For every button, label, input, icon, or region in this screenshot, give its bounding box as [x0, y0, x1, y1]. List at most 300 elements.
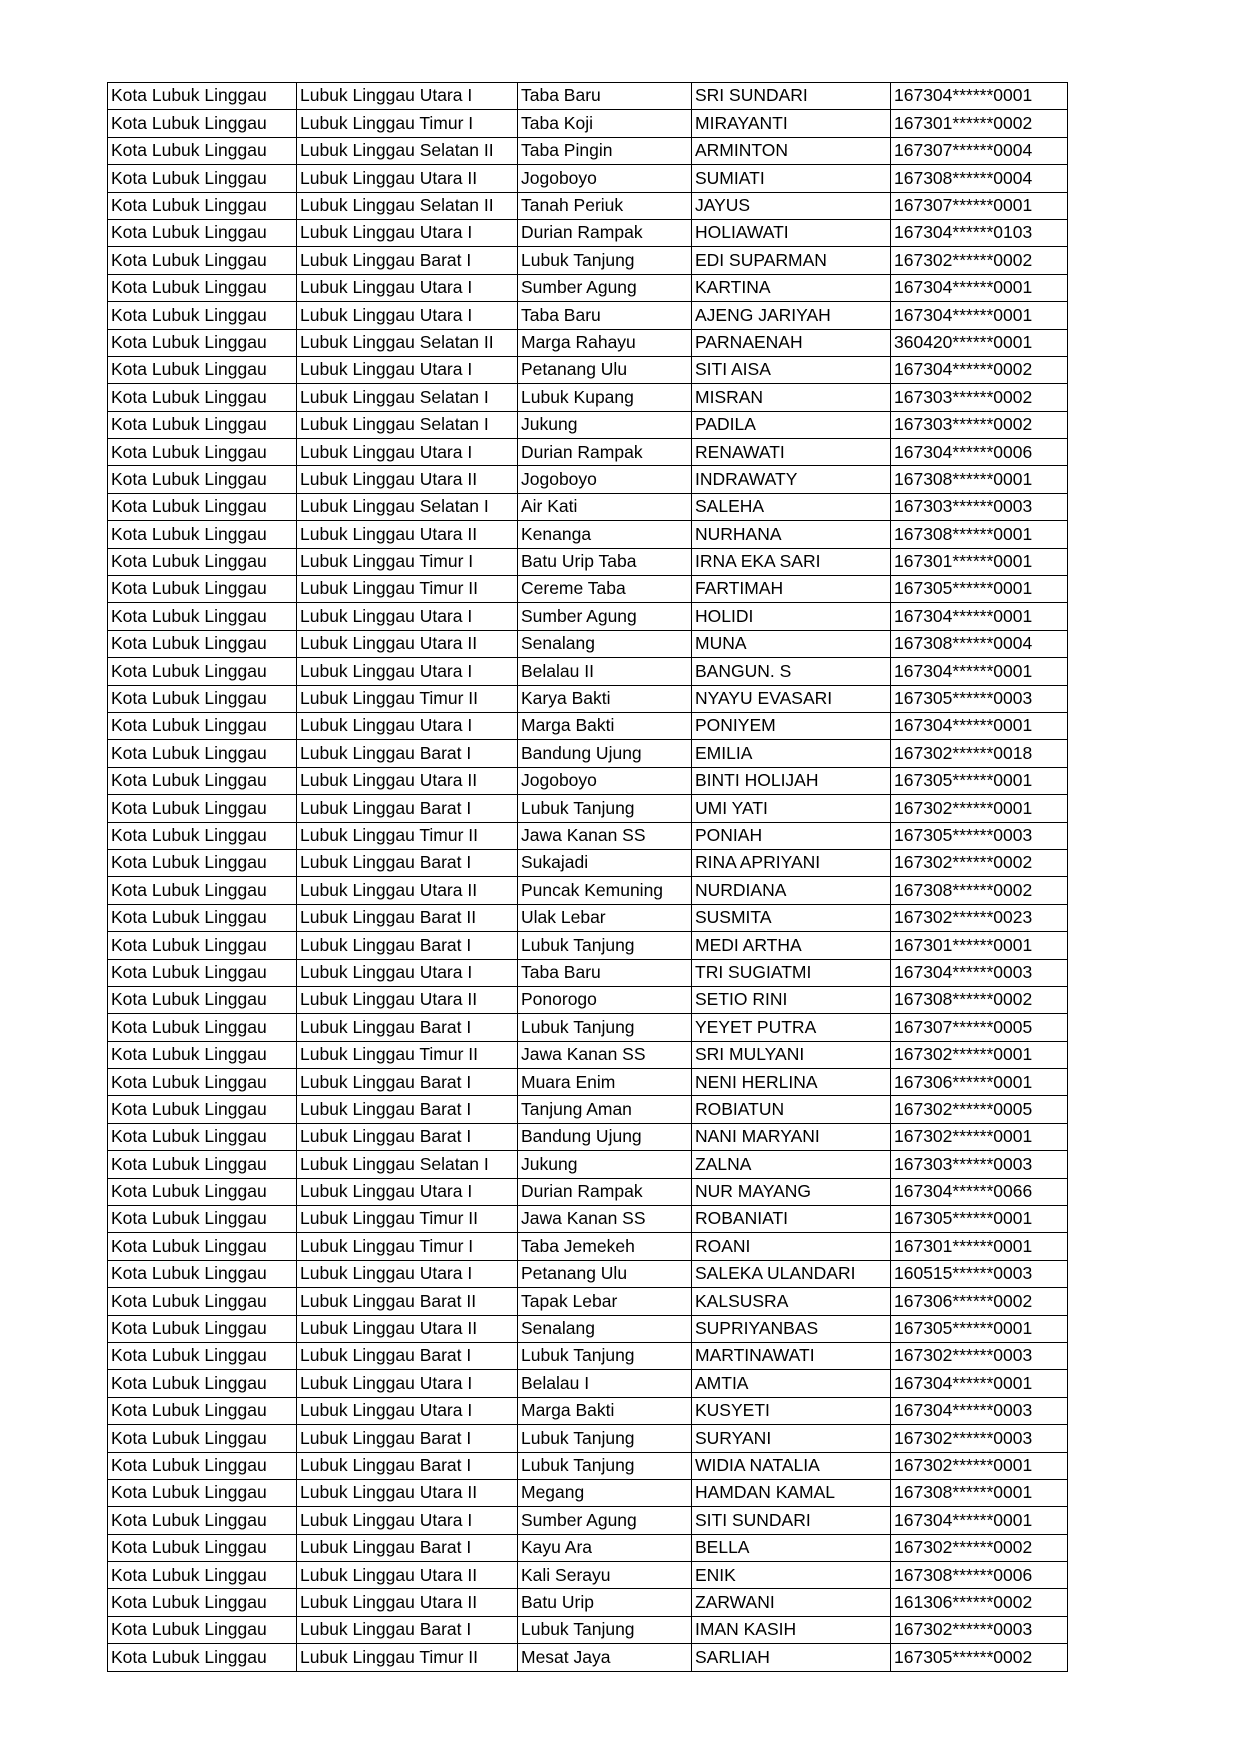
id-number-cell: 167308******0001 — [891, 466, 1068, 493]
city-cell: Kota Lubuk Linggau — [108, 493, 297, 520]
district-cell: Lubuk Linggau Barat II — [297, 1288, 518, 1315]
id-number-cell: 167302******0002 — [891, 1534, 1068, 1561]
id-number-cell: 167305******0001 — [891, 1206, 1068, 1233]
city-cell: Kota Lubuk Linggau — [108, 712, 297, 739]
city-cell: Kota Lubuk Linggau — [108, 356, 297, 383]
id-number-cell: 167302******0001 — [891, 1452, 1068, 1479]
village-cell: Taba Baru — [518, 302, 692, 329]
id-number-cell: 167303******0002 — [891, 384, 1068, 411]
table-row — [108, 165, 1068, 192]
village-cell: Mesat Jaya — [518, 1644, 692, 1671]
table-row — [108, 493, 1068, 520]
village-cell: Senalang — [518, 1315, 692, 1342]
village-cell: Tanjung Aman — [518, 1096, 692, 1123]
village-cell: Marga Bakti — [518, 1397, 692, 1424]
name-cell: BELLA — [692, 1534, 891, 1561]
district-cell: Lubuk Linggau Utara I — [297, 274, 518, 301]
village-cell: Taba Baru — [518, 959, 692, 986]
village-cell: Kenanga — [518, 521, 692, 548]
id-number-cell: 167302******0023 — [891, 904, 1068, 931]
city-cell: Kota Lubuk Linggau — [108, 329, 297, 356]
table-row — [108, 849, 1068, 876]
city-cell: Kota Lubuk Linggau — [108, 1151, 297, 1178]
city-cell: Kota Lubuk Linggau — [108, 110, 297, 137]
data-table — [107, 82, 1068, 1672]
id-number-cell: 167302******0003 — [891, 1342, 1068, 1369]
village-cell: Lubuk Tanjung — [518, 1452, 692, 1479]
table-row — [108, 1096, 1068, 1123]
district-cell: Lubuk Linggau Barat I — [297, 932, 518, 959]
name-cell: SITI SUNDARI — [692, 1507, 891, 1534]
village-cell: Air Kati — [518, 493, 692, 520]
district-cell: Lubuk Linggau Selatan I — [297, 411, 518, 438]
city-cell: Kota Lubuk Linggau — [108, 1123, 297, 1150]
village-cell: Karya Bakti — [518, 685, 692, 712]
village-cell: Lubuk Tanjung — [518, 1342, 692, 1369]
table-row — [108, 192, 1068, 219]
id-number-cell: 167304******0003 — [891, 959, 1068, 986]
id-number-cell: 167304******0006 — [891, 439, 1068, 466]
name-cell: ENIK — [692, 1562, 891, 1589]
table-row — [108, 712, 1068, 739]
name-cell: ROANI — [692, 1233, 891, 1260]
name-cell: ZARWANI — [692, 1589, 891, 1616]
district-cell: Lubuk Linggau Utara I — [297, 439, 518, 466]
id-number-cell: 167304******0001 — [891, 658, 1068, 685]
table-row — [108, 1206, 1068, 1233]
id-number-cell: 167308******0002 — [891, 877, 1068, 904]
village-cell: Kali Serayu — [518, 1562, 692, 1589]
district-cell: Lubuk Linggau Selatan I — [297, 384, 518, 411]
district-cell: Lubuk Linggau Selatan II — [297, 192, 518, 219]
city-cell: Kota Lubuk Linggau — [108, 1315, 297, 1342]
name-cell: SALEHA — [692, 493, 891, 520]
name-cell: SUMIATI — [692, 165, 891, 192]
city-cell: Kota Lubuk Linggau — [108, 630, 297, 657]
table-body — [108, 83, 1068, 1672]
city-cell: Kota Lubuk Linggau — [108, 1616, 297, 1643]
village-cell: Taba Koji — [518, 110, 692, 137]
district-cell: Lubuk Linggau Selatan II — [297, 137, 518, 164]
name-cell: SALEKA ULANDARI — [692, 1260, 891, 1287]
city-cell: Kota Lubuk Linggau — [108, 137, 297, 164]
id-number-cell: 167302******0002 — [891, 247, 1068, 274]
district-cell: Lubuk Linggau Selatan II — [297, 329, 518, 356]
village-cell: Lubuk Tanjung — [518, 1014, 692, 1041]
city-cell: Kota Lubuk Linggau — [108, 1206, 297, 1233]
table-row — [108, 932, 1068, 959]
name-cell: SUPRIYANBAS — [692, 1315, 891, 1342]
village-cell: Jawa Kanan SS — [518, 822, 692, 849]
table-row — [108, 630, 1068, 657]
table-row — [108, 1534, 1068, 1561]
table-row — [108, 603, 1068, 630]
city-cell: Kota Lubuk Linggau — [108, 877, 297, 904]
id-number-cell: 167305******0003 — [891, 822, 1068, 849]
village-cell: Jogoboyo — [518, 165, 692, 192]
table-row — [108, 411, 1068, 438]
district-cell: Lubuk Linggau Utara II — [297, 767, 518, 794]
id-number-cell: 167307******0004 — [891, 137, 1068, 164]
name-cell: MIRAYANTI — [692, 110, 891, 137]
name-cell: SUSMITA — [692, 904, 891, 931]
name-cell: KARTINA — [692, 274, 891, 301]
city-cell: Kota Lubuk Linggau — [108, 247, 297, 274]
id-number-cell: 167304******0001 — [891, 83, 1068, 110]
village-cell: Jogoboyo — [518, 466, 692, 493]
id-number-cell: 167302******0002 — [891, 849, 1068, 876]
table-row — [108, 685, 1068, 712]
name-cell: NYAYU EVASARI — [692, 685, 891, 712]
city-cell: Kota Lubuk Linggau — [108, 1534, 297, 1561]
name-cell: IRNA EKA SARI — [692, 548, 891, 575]
table-row — [108, 137, 1068, 164]
village-cell: Marga Bakti — [518, 712, 692, 739]
district-cell: Lubuk Linggau Utara II — [297, 165, 518, 192]
table-row — [108, 356, 1068, 383]
village-cell: Kayu Ara — [518, 1534, 692, 1561]
village-cell: Bandung Ujung — [518, 740, 692, 767]
name-cell: MUNA — [692, 630, 891, 657]
id-number-cell: 167305******0001 — [891, 1315, 1068, 1342]
village-cell: Durian Rampak — [518, 1178, 692, 1205]
village-cell: Belalau II — [518, 658, 692, 685]
table-row — [108, 110, 1068, 137]
district-cell: Lubuk Linggau Utara II — [297, 986, 518, 1013]
name-cell: ARMINTON — [692, 137, 891, 164]
table-row — [108, 1014, 1068, 1041]
district-cell: Lubuk Linggau Utara II — [297, 1589, 518, 1616]
city-cell: Kota Lubuk Linggau — [108, 576, 297, 603]
district-cell: Lubuk Linggau Barat I — [297, 1014, 518, 1041]
name-cell: SETIO RINI — [692, 986, 891, 1013]
name-cell: RENAWATI — [692, 439, 891, 466]
id-number-cell: 167308******0006 — [891, 1562, 1068, 1589]
id-number-cell: 167304******0001 — [891, 712, 1068, 739]
id-number-cell: 167308******0001 — [891, 1479, 1068, 1506]
village-cell: Puncak Kemuning — [518, 877, 692, 904]
id-number-cell: 167303******0003 — [891, 1151, 1068, 1178]
id-number-cell: 167304******0001 — [891, 603, 1068, 630]
city-cell: Kota Lubuk Linggau — [108, 1644, 297, 1671]
district-cell: Lubuk Linggau Timur II — [297, 1041, 518, 1068]
city-cell: Kota Lubuk Linggau — [108, 1562, 297, 1589]
village-cell: Lubuk Kupang — [518, 384, 692, 411]
village-cell: Muara Enim — [518, 1069, 692, 1096]
name-cell: EMILIA — [692, 740, 891, 767]
village-cell: Jogoboyo — [518, 767, 692, 794]
table-row — [108, 439, 1068, 466]
village-cell: Durian Rampak — [518, 439, 692, 466]
table-row — [108, 1479, 1068, 1506]
name-cell: PARNAENAH — [692, 329, 891, 356]
district-cell: Lubuk Linggau Barat I — [297, 795, 518, 822]
name-cell: KALSUSRA — [692, 1288, 891, 1315]
village-cell: Petanang Ulu — [518, 356, 692, 383]
district-cell: Lubuk Linggau Timur II — [297, 685, 518, 712]
village-cell: Marga Rahayu — [518, 329, 692, 356]
city-cell: Kota Lubuk Linggau — [108, 274, 297, 301]
id-number-cell: 167304******0002 — [891, 356, 1068, 383]
village-cell: Tapak Lebar — [518, 1288, 692, 1315]
name-cell: SITI AISA — [692, 356, 891, 383]
name-cell: PADILA — [692, 411, 891, 438]
city-cell: Kota Lubuk Linggau — [108, 822, 297, 849]
name-cell: ROBANIATI — [692, 1206, 891, 1233]
village-cell: Tanah Periuk — [518, 192, 692, 219]
table-row — [108, 1644, 1068, 1671]
name-cell: NANI MARYANI — [692, 1123, 891, 1150]
district-cell: Lubuk Linggau Utara II — [297, 1315, 518, 1342]
village-cell: Ulak Lebar — [518, 904, 692, 931]
village-cell: Sumber Agung — [518, 603, 692, 630]
name-cell: NENI HERLINA — [692, 1069, 891, 1096]
table-row — [108, 740, 1068, 767]
id-number-cell: 167303******0002 — [891, 411, 1068, 438]
city-cell: Kota Lubuk Linggau — [108, 83, 297, 110]
table-row — [108, 1069, 1068, 1096]
district-cell: Lubuk Linggau Utara I — [297, 1178, 518, 1205]
city-cell: Kota Lubuk Linggau — [108, 767, 297, 794]
village-cell: Sumber Agung — [518, 274, 692, 301]
id-number-cell: 167307******0005 — [891, 1014, 1068, 1041]
district-cell: Lubuk Linggau Utara I — [297, 302, 518, 329]
district-cell: Lubuk Linggau Barat I — [297, 247, 518, 274]
table-row — [108, 1315, 1068, 1342]
village-cell: Ponorogo — [518, 986, 692, 1013]
district-cell: Lubuk Linggau Utara I — [297, 1260, 518, 1287]
name-cell: HOLIAWATI — [692, 219, 891, 246]
district-cell: Lubuk Linggau Utara I — [297, 356, 518, 383]
village-cell: Batu Urip Taba — [518, 548, 692, 575]
village-cell: Lubuk Tanjung — [518, 1616, 692, 1643]
name-cell: MEDI ARTHA — [692, 932, 891, 959]
village-cell: Cereme Taba — [518, 576, 692, 603]
table-row — [108, 658, 1068, 685]
table-row — [108, 274, 1068, 301]
city-cell: Kota Lubuk Linggau — [108, 1342, 297, 1369]
id-number-cell: 167302******0003 — [891, 1425, 1068, 1452]
city-cell: Kota Lubuk Linggau — [108, 192, 297, 219]
table-row — [108, 1123, 1068, 1150]
district-cell: Lubuk Linggau Barat I — [297, 1425, 518, 1452]
id-number-cell: 161306******0002 — [891, 1589, 1068, 1616]
table-row — [108, 986, 1068, 1013]
city-cell: Kota Lubuk Linggau — [108, 904, 297, 931]
district-cell: Lubuk Linggau Utara I — [297, 959, 518, 986]
name-cell: ROBIATUN — [692, 1096, 891, 1123]
city-cell: Kota Lubuk Linggau — [108, 658, 297, 685]
id-number-cell: 167304******0003 — [891, 1397, 1068, 1424]
name-cell: ZALNA — [692, 1151, 891, 1178]
table-row — [108, 1178, 1068, 1205]
id-number-cell: 167308******0004 — [891, 630, 1068, 657]
city-cell: Kota Lubuk Linggau — [108, 1014, 297, 1041]
village-cell: Lubuk Tanjung — [518, 1425, 692, 1452]
name-cell: FARTIMAH — [692, 576, 891, 603]
city-cell: Kota Lubuk Linggau — [108, 165, 297, 192]
village-cell: Durian Rampak — [518, 219, 692, 246]
village-cell: Jawa Kanan SS — [518, 1206, 692, 1233]
table-row — [108, 384, 1068, 411]
village-cell: Jukung — [518, 1151, 692, 1178]
district-cell: Lubuk Linggau Selatan I — [297, 493, 518, 520]
name-cell: TRI SUGIATMI — [692, 959, 891, 986]
name-cell: RINA APRIYANI — [692, 849, 891, 876]
table-row — [108, 1041, 1068, 1068]
table-row — [108, 1507, 1068, 1534]
id-number-cell: 167305******0001 — [891, 767, 1068, 794]
name-cell: PONIAH — [692, 822, 891, 849]
id-number-cell: 167305******0003 — [891, 685, 1068, 712]
village-cell: Senalang — [518, 630, 692, 657]
city-cell: Kota Lubuk Linggau — [108, 1452, 297, 1479]
table-row — [108, 795, 1068, 822]
name-cell: UMI YATI — [692, 795, 891, 822]
district-cell: Lubuk Linggau Utara I — [297, 1397, 518, 1424]
table-row — [108, 576, 1068, 603]
district-cell: Lubuk Linggau Timur II — [297, 1206, 518, 1233]
village-cell: Lubuk Tanjung — [518, 247, 692, 274]
table-row — [108, 1452, 1068, 1479]
name-cell: YEYET PUTRA — [692, 1014, 891, 1041]
table-row — [108, 548, 1068, 575]
name-cell: KUSYETI — [692, 1397, 891, 1424]
village-cell: Taba Jemekeh — [518, 1233, 692, 1260]
city-cell: Kota Lubuk Linggau — [108, 932, 297, 959]
city-cell: Kota Lubuk Linggau — [108, 1507, 297, 1534]
table-row — [108, 767, 1068, 794]
table-row — [108, 1397, 1068, 1424]
village-cell: Sukajadi — [518, 849, 692, 876]
district-cell: Lubuk Linggau Timur I — [297, 1233, 518, 1260]
name-cell: MARTINAWATI — [692, 1342, 891, 1369]
city-cell: Kota Lubuk Linggau — [108, 466, 297, 493]
id-number-cell: 167302******0001 — [891, 1041, 1068, 1068]
name-cell: AMTIA — [692, 1370, 891, 1397]
district-cell: Lubuk Linggau Timur II — [297, 576, 518, 603]
district-cell: Lubuk Linggau Utara II — [297, 877, 518, 904]
name-cell: BANGUN. S — [692, 658, 891, 685]
id-number-cell: 167302******0005 — [891, 1096, 1068, 1123]
id-number-cell: 167305******0001 — [891, 576, 1068, 603]
city-cell: Kota Lubuk Linggau — [108, 1260, 297, 1287]
id-number-cell: 167308******0001 — [891, 521, 1068, 548]
name-cell: AJENG JARIYAH — [692, 302, 891, 329]
city-cell: Kota Lubuk Linggau — [108, 986, 297, 1013]
district-cell: Lubuk Linggau Barat I — [297, 849, 518, 876]
city-cell: Kota Lubuk Linggau — [108, 740, 297, 767]
id-number-cell: 167302******0018 — [891, 740, 1068, 767]
name-cell: SURYANI — [692, 1425, 891, 1452]
table-row — [108, 959, 1068, 986]
district-cell: Lubuk Linggau Timur I — [297, 110, 518, 137]
name-cell: NUR MAYANG — [692, 1178, 891, 1205]
city-cell: Kota Lubuk Linggau — [108, 959, 297, 986]
id-number-cell: 167305******0002 — [891, 1644, 1068, 1671]
name-cell: SRI MULYANI — [692, 1041, 891, 1068]
district-cell: Lubuk Linggau Timur II — [297, 1644, 518, 1671]
name-cell: PONIYEM — [692, 712, 891, 739]
district-cell: Lubuk Linggau Barat I — [297, 1096, 518, 1123]
district-cell: Lubuk Linggau Barat I — [297, 1069, 518, 1096]
name-cell: SRI SUNDARI — [692, 83, 891, 110]
city-cell: Kota Lubuk Linggau — [108, 603, 297, 630]
name-cell: EDI SUPARMAN — [692, 247, 891, 274]
table-row — [108, 219, 1068, 246]
name-cell: SARLIAH — [692, 1644, 891, 1671]
table-row — [108, 1342, 1068, 1369]
district-cell: Lubuk Linggau Barat I — [297, 1616, 518, 1643]
id-number-cell: 167304******0103 — [891, 219, 1068, 246]
village-cell: Sumber Agung — [518, 1507, 692, 1534]
district-cell: Lubuk Linggau Utara I — [297, 658, 518, 685]
table-row — [108, 1233, 1068, 1260]
id-number-cell: 167306******0002 — [891, 1288, 1068, 1315]
id-number-cell: 167306******0001 — [891, 1069, 1068, 1096]
district-cell: Lubuk Linggau Utara II — [297, 1562, 518, 1589]
village-cell: Taba Baru — [518, 83, 692, 110]
district-cell: Lubuk Linggau Timur II — [297, 822, 518, 849]
city-cell: Kota Lubuk Linggau — [108, 1425, 297, 1452]
name-cell: HOLIDI — [692, 603, 891, 630]
village-cell: Bandung Ujung — [518, 1123, 692, 1150]
table-row — [108, 466, 1068, 493]
name-cell: IMAN KASIH — [692, 1616, 891, 1643]
id-number-cell: 167301******0001 — [891, 932, 1068, 959]
city-cell: Kota Lubuk Linggau — [108, 1288, 297, 1315]
village-cell: Lubuk Tanjung — [518, 795, 692, 822]
id-number-cell: 167301******0001 — [891, 548, 1068, 575]
id-number-cell: 360420******0001 — [891, 329, 1068, 356]
id-number-cell: 167308******0002 — [891, 986, 1068, 1013]
city-cell: Kota Lubuk Linggau — [108, 548, 297, 575]
id-number-cell: 167302******0003 — [891, 1616, 1068, 1643]
city-cell: Kota Lubuk Linggau — [108, 1096, 297, 1123]
village-cell: Taba Pingin — [518, 137, 692, 164]
id-number-cell: 167304******0001 — [891, 302, 1068, 329]
table-row — [108, 521, 1068, 548]
village-cell: Jukung — [518, 411, 692, 438]
district-cell: Lubuk Linggau Utara II — [297, 1479, 518, 1506]
table-row — [108, 83, 1068, 110]
id-number-cell: 167308******0004 — [891, 165, 1068, 192]
village-cell: Lubuk Tanjung — [518, 932, 692, 959]
city-cell: Kota Lubuk Linggau — [108, 1041, 297, 1068]
table-row — [108, 1616, 1068, 1643]
id-number-cell: 167301******0001 — [891, 1233, 1068, 1260]
city-cell: Kota Lubuk Linggau — [108, 1178, 297, 1205]
city-cell: Kota Lubuk Linggau — [108, 411, 297, 438]
district-cell: Lubuk Linggau Timur I — [297, 548, 518, 575]
table-row — [108, 1562, 1068, 1589]
id-number-cell: 167304******0001 — [891, 274, 1068, 301]
city-cell: Kota Lubuk Linggau — [108, 521, 297, 548]
id-number-cell: 160515******0003 — [891, 1260, 1068, 1287]
table-row — [108, 302, 1068, 329]
name-cell: WIDIA NATALIA — [692, 1452, 891, 1479]
village-cell: Megang — [518, 1479, 692, 1506]
table-row — [108, 1589, 1068, 1616]
city-cell: Kota Lubuk Linggau — [108, 849, 297, 876]
table-row — [108, 822, 1068, 849]
city-cell: Kota Lubuk Linggau — [108, 219, 297, 246]
city-cell: Kota Lubuk Linggau — [108, 439, 297, 466]
table-row — [108, 904, 1068, 931]
district-cell: Lubuk Linggau Barat I — [297, 1342, 518, 1369]
id-number-cell: 167304******0001 — [891, 1507, 1068, 1534]
name-cell: INDRAWATY — [692, 466, 891, 493]
